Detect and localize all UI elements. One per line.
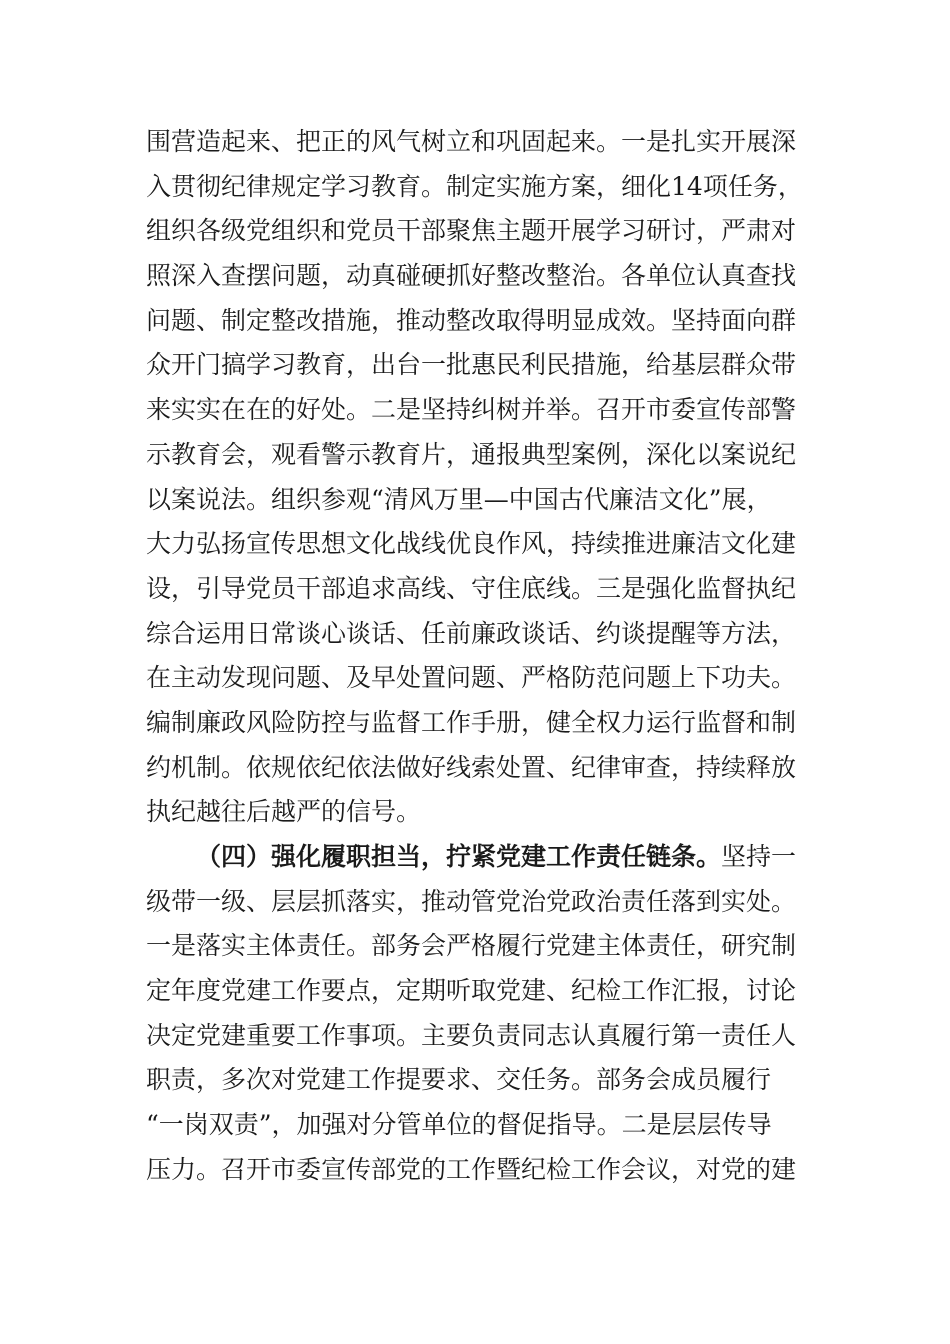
text-line: 众开门搞学习教育，出台一批惠民利民措施，给基层群众带 [146, 350, 797, 380]
text-line: 在主动发现问题、及早处置问题、严格防范问题上下功夫。 [146, 663, 797, 693]
text-line: 照深入查摆问题，动真碰硬抓好整改整治。各单位认真查找 [146, 261, 797, 291]
text-line: 一是落实主体责任。部务会严格履行党建主体责任，研究制 [146, 931, 797, 961]
text-line: 设，引导党员干部追求高线、守住底线。三是强化监督执纪 [146, 573, 797, 603]
text-line: 执纪越往后越严的信号。 [146, 797, 422, 827]
text-line: 组织各级党组织和党员干部聚焦主题开展学习研讨，严肃对 [146, 216, 797, 246]
text-line: 约机制。依规依纪依法做好线索处置、纪律审查，持续释放 [146, 752, 797, 782]
body-text [146, 120, 826, 1193]
text-line: 级带一级、层层抓落实，推动管党治党政治责任落到实处。 [146, 886, 797, 916]
heading-line-rest: 坚持一 [721, 842, 797, 871]
section-heading: （四）强化履职担当，拧紧党建工作责任链条。 [196, 842, 722, 871]
text-line: 示教育会，观看警示教育片，通报典型案例，深化以案说纪 [146, 439, 797, 469]
section-heading-line [146, 835, 826, 880]
text-line: 职责，多次对党建工作提要求、交任务。部务会成员履行 [146, 1065, 772, 1095]
text-line: “一岗双责”，加强对分管单位的督促指导。二是层层传导 [146, 1110, 772, 1140]
text-line: 以案说法。组织参观“清风万里—中国古代廉洁文化”展， [146, 484, 772, 514]
text-line: 决定党建重要工作事项。主要负责同志认真履行第一责任人 [146, 1020, 797, 1050]
text-line: 大力弘扬宣传思想文化战线优良作风，持续推进廉洁文化建 [146, 529, 797, 559]
text-line: 综合运用日常谈心谈话、任前廉政谈话、约谈提醒等方法， [146, 618, 797, 648]
text-line: 围营造起来、把正的风气树立和巩固起来。一是扎实开展深 [146, 127, 797, 156]
text-line: 问题、制定整改措施，推动整改取得明显成效。坚持面向群 [146, 305, 797, 335]
text-line: 编制廉政风险防控与监督工作手册，健全权力运行监督和制 [146, 707, 797, 737]
text-line: 压力。召开市委宣传部党的工作暨纪检工作会议，对党的建 [146, 1154, 797, 1184]
text-line: 来实实在在的好处。二是坚持纠树并举。召开市委宣传部警 [146, 395, 797, 425]
text-line: 定年度党建工作要点，定期听取党建、纪检工作汇报，讨论 [146, 976, 797, 1006]
text-line: 入贯彻纪律规定学习教育。制定实施方案，细化14项任务， [146, 171, 803, 201]
